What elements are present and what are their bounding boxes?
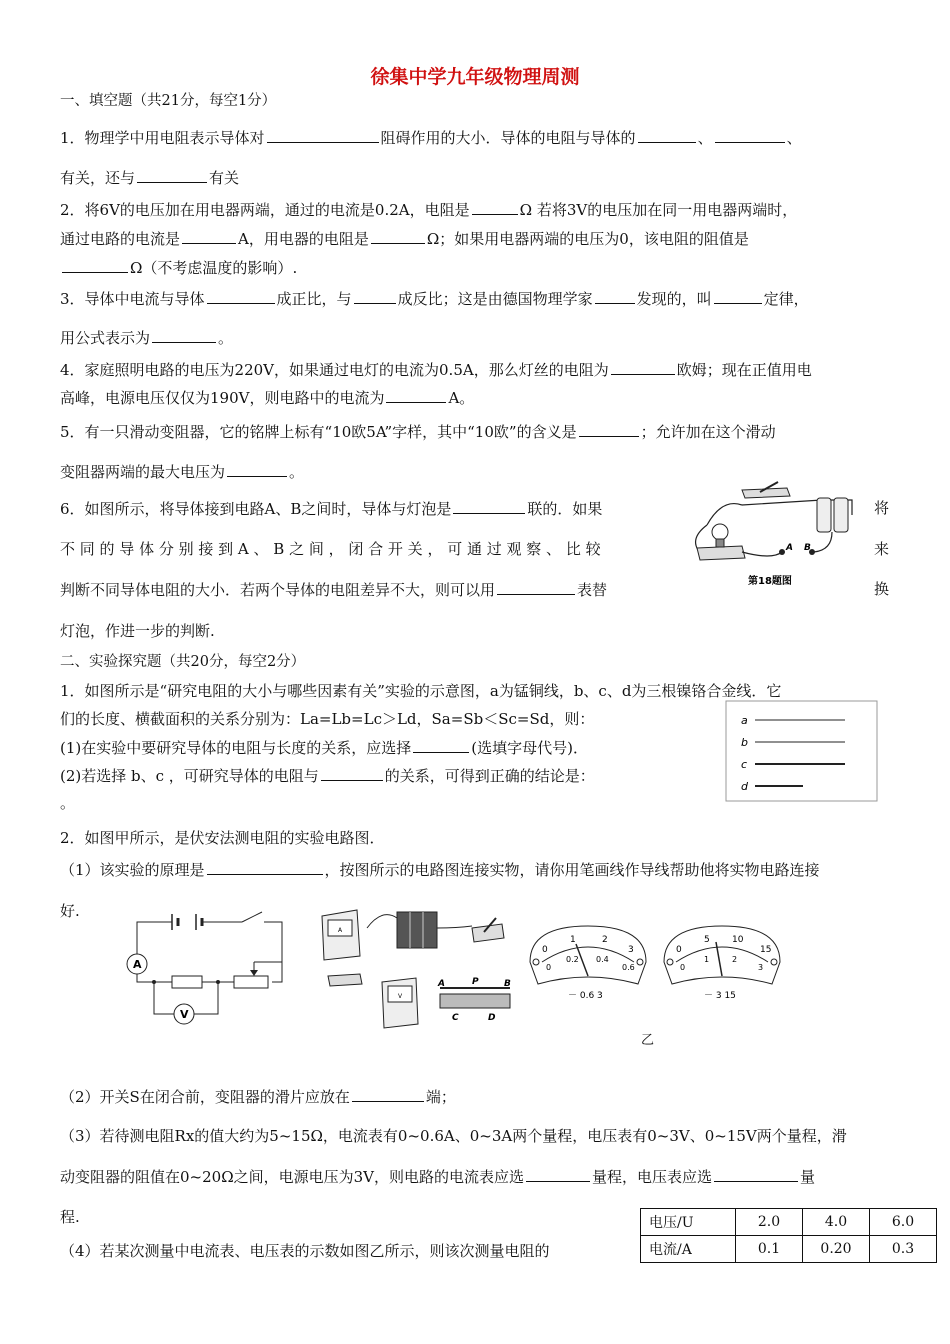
q2-text-f: Ω（不考虑温度的影响）.	[130, 259, 298, 277]
blank[interactable]	[579, 420, 639, 437]
q2-text-c: 通过电路的电流是	[60, 230, 181, 248]
q5-line2	[60, 460, 304, 483]
e1-text-c: (1)在实验中要研究导体的电阻与长度的关系，应选择	[60, 739, 412, 757]
figure-yi-label: 乙	[641, 1033, 655, 1048]
e2-q2	[60, 1085, 456, 1108]
q4-text-a: 4．家庭照明电路的电压为220V，如果通过电灯的电流为0.5A，那么灯丝的电阻为	[60, 361, 609, 379]
e1-text-d: (选填字母代号)．	[471, 739, 588, 757]
rheostat-label-p: P	[472, 977, 479, 987]
section-2-heading: 二、实验探究题（共20分，每空2分）	[60, 654, 306, 670]
q5-text-d: 。	[289, 463, 305, 481]
dial2-tick-2: 10	[732, 935, 744, 945]
voltmeter-label: V	[180, 1008, 189, 1021]
dial2-tick-1: 5	[704, 935, 710, 945]
table-cell: 0.20	[803, 1236, 870, 1263]
e1-line3	[60, 736, 588, 759]
wire-label-c: c	[741, 758, 748, 771]
blank[interactable]	[611, 358, 675, 375]
e2-q2-text-a: （2）开关S在闭合前，变阻器的滑片应放在	[60, 1088, 350, 1106]
wires-board-figure	[725, 700, 880, 804]
blank[interactable]	[321, 764, 383, 781]
q1-text-c: 、	[697, 129, 713, 147]
q2-text-b: Ω 若将3V的电压加在同一用电器两端时，	[519, 201, 798, 219]
e2-q4-line1: （4）若某次测量中电流表、电压表的示数如图乙所示，则该次测量电阻的	[60, 1242, 550, 1260]
table-row	[641, 1236, 937, 1263]
e1-line4	[60, 764, 595, 787]
circuit-diagram-jia	[122, 904, 298, 1044]
q6-text-g: 表替	[577, 581, 608, 599]
q6-line1	[60, 497, 602, 520]
dial2-inner-3: 3	[758, 963, 764, 972]
table-cell: 4.0	[803, 1209, 870, 1236]
blank[interactable]	[227, 460, 287, 477]
q4-line1	[60, 358, 812, 381]
q3-text-e: 定律，	[763, 290, 809, 308]
q4-text-b: 欧姆；现在正值用电	[676, 361, 812, 379]
q2-text-e: Ω；如果用电器两端的电压为0，该电阻的阻值是	[426, 230, 749, 248]
rheostat-label-d: D	[488, 1013, 496, 1023]
blank[interactable]	[595, 287, 635, 304]
blank[interactable]	[152, 326, 216, 343]
e2-text-b: （1）该实验的原理是	[60, 861, 205, 879]
q6-text-a: 6．如图所示，将导体接到电路A、B之间时，导体与灯泡是	[60, 500, 452, 518]
blank[interactable]	[62, 256, 128, 273]
blank[interactable]	[137, 166, 207, 183]
q6-line4: 灯泡，作进一步的判断.	[60, 622, 215, 640]
rheostat-label-b: B	[504, 979, 511, 989]
page-title: 徐集中学九年级物理周测	[370, 66, 580, 88]
dial2-inner-0: 0	[680, 963, 686, 972]
q4-text-c: 高峰，电源电压仅仅为190V，则电路中的电流为	[60, 389, 385, 407]
q3-text-d: 发现的，叫	[636, 290, 712, 308]
wire-label-b: b	[741, 736, 748, 749]
e1-line2: 们的长度、横截面积的关系分别为：La=Lb=Lc＞Ld，Sa=Sb＜Sc=Sd，则：	[60, 710, 595, 728]
wire-label-a: a	[741, 714, 748, 727]
q1-text-a: 1．物理学中用电阻表示导体对	[60, 129, 265, 147]
e2-line1: 2．如图甲所示，是伏安法测电阻的实验电路图．	[60, 829, 385, 847]
e2-line2	[60, 858, 820, 881]
q1-line1	[60, 126, 802, 149]
dial2-inner-1: 1	[704, 955, 710, 964]
blank[interactable]	[413, 736, 469, 753]
q6-text-c: 将	[874, 499, 890, 517]
q6-text-h: 换	[874, 580, 890, 598]
q6-text-f: 判断不同导体电阻的大小．若两个导体的电阻差异不大，则可以用	[60, 581, 496, 599]
dial1-terminals: － 0.6 3	[568, 991, 603, 1001]
blank[interactable]	[714, 1165, 798, 1182]
resistor-device	[328, 974, 362, 986]
blank[interactable]	[715, 126, 785, 143]
dial2-terminals: － 3 15	[704, 991, 736, 1001]
circuit-figure-18	[682, 480, 868, 590]
wire-label-d: d	[741, 780, 748, 793]
rheostat-label-c: C	[452, 1013, 459, 1023]
table-cell: 电压/U	[641, 1209, 736, 1236]
q6-text-b: 联的．如果	[527, 500, 603, 518]
dial2-tick-3: 15	[760, 945, 772, 955]
dial1-inner-3: 0.6	[622, 963, 635, 972]
q3-line2	[60, 326, 233, 349]
q2-text-d: A，用电器的电阻是	[238, 230, 369, 248]
dial1-inner-1: 0.2	[566, 955, 579, 964]
q3-text-b: 成正比，与	[276, 290, 352, 308]
dial1-tick-0: 0	[542, 945, 548, 955]
q3-text-f: 用公式表示为	[60, 329, 151, 347]
e2-q3-text-c: 量程，电压表应选	[592, 1168, 713, 1186]
blank[interactable]	[207, 287, 275, 304]
q2-line1	[60, 198, 797, 221]
battery-box	[397, 912, 437, 948]
blank[interactable]	[386, 386, 446, 403]
q3-text-c: 成反比；这是由德国物理学家	[397, 290, 593, 308]
e2-q2-text-b: 端；	[425, 1088, 456, 1106]
blank[interactable]	[526, 1165, 590, 1182]
q1-line2	[60, 166, 239, 189]
dial1-inner-2: 0.4	[596, 955, 609, 964]
dial2-inner-2: 2	[732, 955, 738, 964]
ammeter-device-label: A	[338, 927, 343, 934]
e2-text-c: ，按图所示的电路图连接实物，请你用笔画线作导线帮助他将实物电路连接	[324, 861, 820, 879]
fig-label-a: A	[786, 543, 793, 553]
rheostat-label-a: A	[438, 979, 445, 989]
q6-line3	[60, 578, 607, 601]
blank[interactable]	[207, 858, 323, 875]
resistor-symbol	[172, 976, 202, 988]
voltmeter-device-label: V	[398, 993, 403, 1000]
q5-line1	[60, 420, 776, 443]
q6-text-e: 来	[874, 540, 890, 558]
blank[interactable]	[714, 287, 762, 304]
q2-text-a: 2．将6V的电压加在用电器两端，通过的电流是0.2A，电阻是	[60, 201, 470, 219]
rheostat-symbol	[234, 976, 268, 988]
dial1-tick-2: 2	[602, 935, 608, 945]
q1-text-e: 有关，还与	[60, 169, 136, 187]
blank[interactable]	[497, 578, 575, 595]
rheostat-device	[440, 994, 510, 1008]
dial1-inner-0: 0	[546, 963, 552, 972]
apparatus-figure	[312, 898, 520, 1038]
q2-line3	[60, 256, 297, 279]
q3-text-g: 。	[218, 329, 234, 347]
table-cell: 6.0	[870, 1209, 937, 1236]
fig-label-b: B	[804, 543, 811, 553]
e2-q3-line1: （3）若待测电阻Rx的值大约为5~15Ω，电流表有0~0.6A、0~3A两个量程，电压表有0~3V、0~15V两个量程，滑	[60, 1127, 847, 1145]
blank[interactable]	[182, 227, 236, 244]
q3-line1	[60, 287, 809, 310]
q3-text-a: 3．导体中电流与导体	[60, 290, 205, 308]
e2-q3-text-d: 量	[800, 1168, 816, 1186]
q6-line2: 不 同 的 导 体 分 别 接 到 A 、 B 之 间 ， 闭 合 开 关 ， 可 通 过 观 察 、 比 较	[60, 540, 601, 558]
blank[interactable]	[453, 497, 525, 514]
q5-text-b: ；允许加在这个滑动	[640, 423, 776, 441]
blank[interactable]	[352, 1085, 424, 1102]
blank[interactable]	[354, 287, 396, 304]
e1-text-f: 的关系，可得到正确的结论是：	[384, 767, 595, 785]
voltmeter-dial	[660, 922, 784, 1002]
q5-text-a: 5．有一只滑动变阻器，它的铭牌上标有“10欧5A”字样，其中“10欧”的含义是	[60, 423, 577, 441]
blank[interactable]	[472, 198, 518, 215]
e2-q3-line2	[60, 1165, 815, 1188]
e2-q3-text-b: 动变阻器的阻值在0~20Ω之间，电源电压为3V，则电路的电流表应选	[60, 1168, 525, 1186]
section-1-heading: 一、填空题（共21分，每空1分）	[60, 93, 277, 109]
q2-line2	[60, 227, 749, 250]
ammeter-label: A	[133, 958, 142, 971]
q1-text-f: 有关	[209, 169, 240, 187]
e2-line3: 好.	[60, 902, 80, 920]
q1-text-b: 阻碍作用的大小．导体的电阻与导体的	[380, 129, 636, 147]
e1-line1: 1．如图所示是“研究电阻的大小与哪些因素有关”实验的示意图，a为锰铜线，b、c、d为三根镍铬合金线．它	[60, 682, 782, 700]
ammeter-dial	[526, 922, 650, 1002]
q4-text-d: A。	[448, 389, 475, 407]
blank[interactable]	[371, 227, 425, 244]
table-cell: 0.3	[870, 1236, 937, 1263]
dial1-tick-1: 1	[570, 935, 576, 945]
e2-q3-line3: 程.	[60, 1208, 80, 1226]
e1-line5: 。	[60, 794, 76, 812]
q5-text-c: 变阻器两端的最大电压为	[60, 463, 226, 481]
blank[interactable]	[267, 126, 379, 143]
table-cell: 0.1	[736, 1236, 803, 1263]
table-cell: 2.0	[736, 1209, 803, 1236]
table-cell: 电流/A	[641, 1236, 736, 1263]
q4-line2	[60, 386, 474, 409]
fig-caption: 第18题图	[748, 576, 792, 587]
dial1-tick-3: 3	[628, 945, 634, 955]
q1-text-d: 、	[786, 129, 802, 147]
dial2-tick-0: 0	[676, 945, 682, 955]
e1-text-e: (2)若选择 b、c ，可研究导体的电阻与	[60, 767, 319, 785]
blank[interactable]	[638, 126, 696, 143]
voltage-current-table	[640, 1208, 937, 1263]
table-row	[641, 1209, 937, 1236]
